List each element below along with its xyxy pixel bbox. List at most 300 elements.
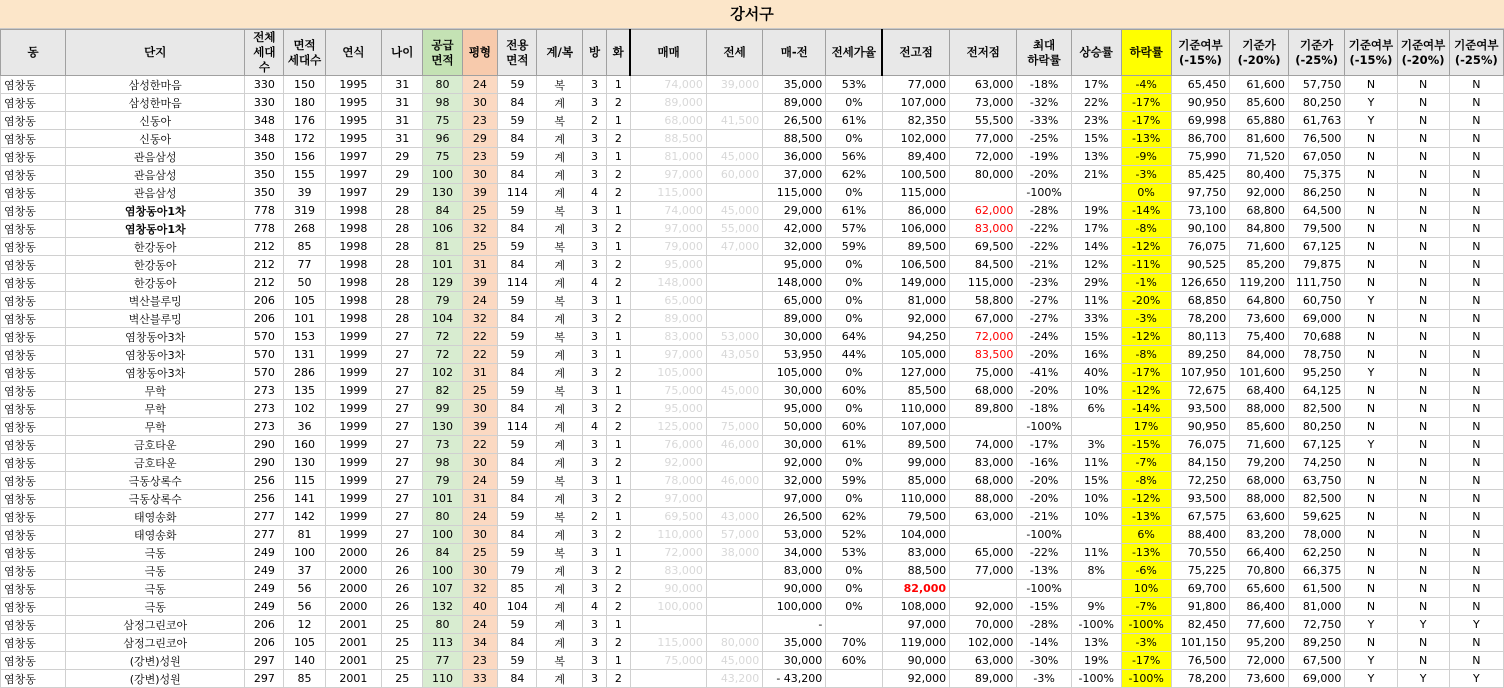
table-cell[interactable]: 염창동	[1, 526, 66, 544]
table-cell[interactable]: -15%	[1121, 436, 1171, 454]
table-cell[interactable]	[826, 670, 882, 688]
table-cell[interactable]: 31	[382, 130, 423, 148]
table-cell[interactable]: 40	[462, 598, 498, 616]
table-cell[interactable]: N	[1345, 76, 1397, 94]
table-cell[interactable]: 한강동아	[66, 238, 245, 256]
table-cell[interactable]: 90,000	[882, 652, 949, 670]
table-cell[interactable]: 61%	[826, 202, 882, 220]
column-header-21[interactable]: 기준여부 (-15%)	[1171, 30, 1230, 76]
table-cell[interactable]: 778	[245, 220, 284, 238]
table-cell[interactable]: 31	[382, 76, 423, 94]
table-cell[interactable]: 72	[423, 346, 462, 364]
table-cell[interactable]: 24	[462, 616, 498, 634]
table-cell[interactable]: 1	[606, 292, 630, 310]
table-cell[interactable]: -20%	[1017, 166, 1071, 184]
table-cell[interactable]: 53,950	[763, 346, 826, 364]
table-cell[interactable]	[706, 400, 762, 418]
table-cell[interactable]: 66,400	[1230, 544, 1289, 562]
table-cell[interactable]: 84	[498, 400, 537, 418]
table-cell[interactable]: -14%	[1017, 634, 1071, 652]
table-cell[interactable]: -33%	[1017, 112, 1071, 130]
table-cell[interactable]: 염창동	[1, 616, 66, 634]
table-cell[interactable]: 2	[606, 670, 630, 688]
table-cell[interactable]: 92,000	[763, 454, 826, 472]
table-cell[interactable]: -7%	[1121, 454, 1171, 472]
table-cell[interactable]: 110,000	[882, 490, 949, 508]
table-cell[interactable]: 43,200	[706, 670, 762, 688]
table-cell[interactable]: 무학	[66, 382, 245, 400]
table-cell[interactable]: 273	[245, 400, 284, 418]
table-cell[interactable]: N	[1449, 112, 1503, 130]
table-cell[interactable]: 132	[423, 598, 462, 616]
table-cell[interactable]: 97,000	[630, 166, 706, 184]
table-cell[interactable]: N	[1449, 202, 1503, 220]
column-header-17[interactable]: 전저점	[950, 30, 1017, 76]
table-cell[interactable]: 14%	[1071, 238, 1121, 256]
table-cell[interactable]: 89,000	[630, 310, 706, 328]
table-cell[interactable]: Y	[1449, 616, 1503, 634]
table-cell[interactable]: 89,250	[1288, 634, 1344, 652]
table-cell[interactable]: 79,875	[1288, 256, 1344, 274]
table-cell[interactable]: 삼성한마음	[66, 76, 245, 94]
table-cell[interactable]: 0%	[826, 562, 882, 580]
table-cell[interactable]: -3%	[1121, 310, 1171, 328]
table-cell[interactable]	[706, 130, 762, 148]
column-header-19[interactable]: 상승률	[1071, 30, 1121, 76]
table-cell[interactable]: -22%	[1017, 220, 1071, 238]
table-cell[interactable]: 273	[245, 418, 284, 436]
table-cell[interactable]: 27	[382, 454, 423, 472]
column-header-16[interactable]: 전고점	[882, 30, 949, 76]
table-cell[interactable]: 81	[284, 526, 325, 544]
table-cell[interactable]: 3	[583, 202, 607, 220]
table-cell[interactable]: N	[1449, 346, 1503, 364]
table-cell[interactable]: 계	[537, 166, 583, 184]
table-cell[interactable]: 26,500	[763, 112, 826, 130]
table-cell[interactable]: 61%	[826, 436, 882, 454]
table-cell[interactable]: 89,000	[630, 94, 706, 112]
table-cell[interactable]: 19%	[1071, 202, 1121, 220]
table-cell[interactable]: -6%	[1121, 562, 1171, 580]
table-cell[interactable]: 1	[606, 112, 630, 130]
table-cell[interactable]: 24	[462, 76, 498, 94]
table-cell[interactable]: 119,000	[882, 634, 949, 652]
table-cell[interactable]: 25	[382, 616, 423, 634]
table-cell[interactable]: 98	[423, 94, 462, 112]
table-cell[interactable]: 84,800	[1230, 220, 1289, 238]
table-cell[interactable]: 80,000	[950, 166, 1017, 184]
table-cell[interactable]: 26	[382, 598, 423, 616]
table-cell[interactable]: -20%	[1017, 346, 1071, 364]
table-cell[interactable]: -22%	[1017, 238, 1071, 256]
column-header-25[interactable]: 기준여부 (-20%)	[1397, 30, 1449, 76]
table-cell[interactable]: 32	[462, 220, 498, 238]
table-cell[interactable]	[706, 562, 762, 580]
table-cell[interactable]	[706, 454, 762, 472]
table-cell[interactable]: 68,000	[950, 472, 1017, 490]
table-cell[interactable]: 15%	[1071, 472, 1121, 490]
table-cell[interactable]: -13%	[1017, 562, 1071, 580]
table-cell[interactable]: 570	[245, 328, 284, 346]
table-cell[interactable]: 69,998	[1171, 112, 1230, 130]
table-cell[interactable]: 염창동	[1, 346, 66, 364]
table-cell[interactable]: 27	[382, 436, 423, 454]
table-cell[interactable]: 256	[245, 490, 284, 508]
table-cell[interactable]: 복	[537, 328, 583, 346]
table-cell[interactable]	[706, 364, 762, 382]
table-cell[interactable]: 86,000	[882, 202, 949, 220]
table-cell[interactable]: 74,000	[630, 202, 706, 220]
column-header-18[interactable]: 최대 하락률	[1017, 30, 1071, 76]
table-cell[interactable]: 83,000	[763, 562, 826, 580]
table-cell[interactable]: 83,000	[950, 454, 1017, 472]
table-cell[interactable]: 150	[284, 76, 325, 94]
table-cell[interactable]: 26	[382, 544, 423, 562]
table-cell[interactable]: 68,000	[630, 112, 706, 130]
table-cell[interactable]: 78,000	[630, 472, 706, 490]
table-cell[interactable]: 348	[245, 112, 284, 130]
table-cell[interactable]: 570	[245, 346, 284, 364]
table-cell[interactable]: 계	[537, 94, 583, 112]
table-cell[interactable]: 78,000	[1288, 526, 1344, 544]
table-cell[interactable]: 3	[583, 436, 607, 454]
table-cell[interactable]: 관음삼성	[66, 184, 245, 202]
table-cell[interactable]: Y	[1397, 670, 1449, 688]
table-cell[interactable]: 46,000	[706, 436, 762, 454]
table-cell[interactable]: 76,075	[1171, 238, 1230, 256]
table-cell[interactable]: 37	[284, 562, 325, 580]
table-cell[interactable]: 2	[606, 418, 630, 436]
table-cell[interactable]: 13%	[1071, 634, 1121, 652]
table-cell[interactable]: 28	[382, 274, 423, 292]
table-cell[interactable]: 염창동	[1, 94, 66, 112]
table-cell[interactable]: 63,000	[950, 76, 1017, 94]
table-cell[interactable]: 97,750	[1171, 184, 1230, 202]
table-cell[interactable]: 25	[462, 544, 498, 562]
table-cell[interactable]: N	[1345, 256, 1397, 274]
table-cell[interactable]: 염창동아3차	[66, 346, 245, 364]
table-cell[interactable]: 59	[498, 148, 537, 166]
table-cell[interactable]: 59	[498, 544, 537, 562]
column-header-0[interactable]: 동	[1, 30, 66, 76]
table-cell[interactable]: 130	[423, 418, 462, 436]
table-cell[interactable]: 212	[245, 274, 284, 292]
table-cell[interactable]: 계	[537, 220, 583, 238]
table-cell[interactable]: 50	[284, 274, 325, 292]
table-cell[interactable]: 0%	[826, 184, 882, 202]
table-cell[interactable]: 84	[423, 202, 462, 220]
table-cell[interactable]: N	[1345, 310, 1397, 328]
table-cell[interactable]: 2001	[325, 670, 381, 688]
table-cell[interactable]: 64,500	[1288, 202, 1344, 220]
table-cell[interactable]: -21%	[1017, 508, 1071, 526]
table-cell[interactable]: -22%	[1017, 544, 1071, 562]
table-cell[interactable]: 148,000	[630, 274, 706, 292]
table-cell[interactable]: -100%	[1071, 670, 1121, 688]
table-cell[interactable]: 290	[245, 454, 284, 472]
table-cell[interactable]: 71,600	[1230, 238, 1289, 256]
table-cell[interactable]: -14%	[1121, 202, 1171, 220]
table-cell[interactable]: 88,400	[1171, 526, 1230, 544]
table-cell[interactable]: 114	[498, 418, 537, 436]
table-cell[interactable]: 벽산블루밍	[66, 292, 245, 310]
table-cell[interactable]: -8%	[1121, 346, 1171, 364]
table-cell[interactable]: 25	[382, 634, 423, 652]
table-cell[interactable]: 79,000	[630, 238, 706, 256]
table-cell[interactable]: N	[1397, 166, 1449, 184]
table-cell[interactable]: N	[1397, 310, 1449, 328]
table-cell[interactable]: N	[1345, 328, 1397, 346]
table-cell[interactable]: Y	[1397, 616, 1449, 634]
table-cell[interactable]: 3	[583, 256, 607, 274]
table-cell[interactable]: -13%	[1121, 130, 1171, 148]
table-cell[interactable]: 82,350	[882, 112, 949, 130]
table-cell[interactable]: N	[1449, 652, 1503, 670]
column-header-15[interactable]: 전세가율	[826, 30, 882, 76]
table-cell[interactable]: 2	[606, 220, 630, 238]
table-cell[interactable]: 27	[382, 346, 423, 364]
table-cell[interactable]: 계	[537, 184, 583, 202]
table-cell[interactable]: 70,688	[1288, 328, 1344, 346]
table-cell[interactable]: 160	[284, 436, 325, 454]
table-cell[interactable]: 180	[284, 94, 325, 112]
table-cell[interactable]: 96	[423, 130, 462, 148]
table-cell[interactable]: 29,000	[763, 202, 826, 220]
table-cell[interactable]: 82,000	[882, 580, 949, 598]
table-cell[interactable]: 0%	[826, 490, 882, 508]
table-cell[interactable]: -8%	[1121, 472, 1171, 490]
table-cell[interactable]: 2	[583, 112, 607, 130]
column-header-8[interactable]: 전용 면적	[498, 30, 537, 76]
table-cell[interactable]: 9%	[1071, 598, 1121, 616]
table-cell[interactable]	[706, 94, 762, 112]
table-cell[interactable]: 3	[583, 544, 607, 562]
table-cell[interactable]: 27	[382, 364, 423, 382]
table-cell[interactable]: 22	[462, 346, 498, 364]
table-cell[interactable]: 2	[583, 508, 607, 526]
column-header-3[interactable]: 면적 세대수	[284, 30, 325, 76]
table-cell[interactable]: 1	[606, 202, 630, 220]
table-cell[interactable]: N	[1449, 328, 1503, 346]
table-cell[interactable]: 57,750	[1288, 76, 1344, 94]
table-cell[interactable]: 계	[537, 562, 583, 580]
table-cell[interactable]: 극동상록수	[66, 490, 245, 508]
table-cell[interactable]: 25	[382, 652, 423, 670]
table-cell[interactable]: 1	[606, 508, 630, 526]
table-cell[interactable]: N	[1449, 436, 1503, 454]
table-cell[interactable]: 30	[462, 94, 498, 112]
table-cell[interactable]: 2	[606, 256, 630, 274]
table-cell[interactable]: N	[1397, 400, 1449, 418]
table-cell[interactable]: 67,125	[1288, 436, 1344, 454]
table-cell[interactable]: 64,125	[1288, 382, 1344, 400]
table-cell[interactable]: 복	[537, 238, 583, 256]
table-cell[interactable]: 297	[245, 652, 284, 670]
table-cell[interactable]: 73,600	[1230, 670, 1289, 688]
table-cell[interactable]: Y	[1449, 670, 1503, 688]
table-cell[interactable]: 105	[284, 292, 325, 310]
table-cell[interactable]: 15%	[1071, 328, 1121, 346]
table-cell[interactable]: N	[1397, 526, 1449, 544]
table-cell[interactable]: N	[1397, 256, 1449, 274]
table-cell[interactable]: 98	[423, 454, 462, 472]
table-cell[interactable]: 113	[423, 634, 462, 652]
table-cell[interactable]: 1997	[325, 184, 381, 202]
table-cell[interactable]: 101	[423, 256, 462, 274]
table-cell[interactable]: 59	[498, 238, 537, 256]
table-cell[interactable]: 2001	[325, 616, 381, 634]
table-cell[interactable]	[706, 184, 762, 202]
table-cell[interactable]: 212	[245, 238, 284, 256]
table-cell[interactable]: -20%	[1121, 292, 1171, 310]
table-cell[interactable]: 101,600	[1230, 364, 1289, 382]
table-cell[interactable]: 249	[245, 598, 284, 616]
table-cell[interactable]: 80,113	[1171, 328, 1230, 346]
table-cell[interactable]: N	[1449, 400, 1503, 418]
table-cell[interactable]: 71,600	[1230, 436, 1289, 454]
table-cell[interactable]: 75,225	[1171, 562, 1230, 580]
table-cell[interactable]: N	[1449, 148, 1503, 166]
table-cell[interactable]: 249	[245, 562, 284, 580]
table-cell[interactable]: (강변)성원	[66, 670, 245, 688]
table-cell[interactable]: 86,250	[1288, 184, 1344, 202]
table-cell[interactable]: 24	[462, 472, 498, 490]
table-cell[interactable]: 태영송화	[66, 526, 245, 544]
table-cell[interactable]: 2001	[325, 652, 381, 670]
table-cell[interactable]: N	[1449, 292, 1503, 310]
table-cell[interactable]: 80,250	[1288, 418, 1344, 436]
table-cell[interactable]: 92,000	[1230, 184, 1289, 202]
table-cell[interactable]: 115,000	[630, 184, 706, 202]
table-cell[interactable]: -20%	[1017, 472, 1071, 490]
table-cell[interactable]: N	[1449, 238, 1503, 256]
table-cell[interactable]: 111,750	[1288, 274, 1344, 292]
table-cell[interactable]: 277	[245, 508, 284, 526]
table-cell[interactable]: 95,000	[630, 400, 706, 418]
table-cell[interactable]: 119,200	[1230, 274, 1289, 292]
table-cell[interactable]: 삼정그린코아	[66, 616, 245, 634]
table-cell[interactable]: 62,000	[950, 202, 1017, 220]
table-cell[interactable]: 61,600	[1230, 76, 1289, 94]
table-cell[interactable]: 84	[498, 220, 537, 238]
table-cell[interactable]: 77,000	[882, 76, 949, 94]
table-cell[interactable]: 3	[583, 562, 607, 580]
table-cell[interactable]: 78,750	[1288, 346, 1344, 364]
table-cell[interactable]: 56	[284, 598, 325, 616]
table-cell[interactable]: 78,200	[1171, 310, 1230, 328]
table-cell[interactable]: 2	[606, 634, 630, 652]
table-cell[interactable]: 79	[423, 292, 462, 310]
table-cell[interactable]: 2	[606, 94, 630, 112]
table-cell[interactable]: 60%	[826, 652, 882, 670]
column-header-14[interactable]: 매-전	[763, 30, 826, 76]
table-cell[interactable]: 104	[423, 310, 462, 328]
table-cell[interactable]: N	[1449, 274, 1503, 292]
table-cell[interactable]: 0%	[826, 310, 882, 328]
table-cell[interactable]: N	[1397, 148, 1449, 166]
table-cell[interactable]: 286	[284, 364, 325, 382]
table-cell[interactable]: N	[1397, 562, 1449, 580]
table-cell[interactable]: 59	[498, 328, 537, 346]
table-cell[interactable]: 97,000	[882, 616, 949, 634]
table-cell[interactable]: N	[1449, 634, 1503, 652]
table-cell[interactable]: 염창동	[1, 652, 66, 670]
table-cell[interactable]: N	[1345, 148, 1397, 166]
table-cell[interactable]: N	[1397, 238, 1449, 256]
table-cell[interactable]: 1	[606, 472, 630, 490]
column-header-7[interactable]: 평형	[462, 30, 498, 76]
table-cell[interactable]: 1	[606, 76, 630, 94]
table-cell[interactable]: N	[1449, 562, 1503, 580]
table-cell[interactable]: 85,500	[882, 382, 949, 400]
table-cell[interactable]: N	[1397, 382, 1449, 400]
table-cell[interactable]: 2	[606, 274, 630, 292]
table-cell[interactable]: 74,250	[1288, 454, 1344, 472]
table-cell[interactable]: 45,000	[706, 202, 762, 220]
table-cell[interactable]: 22%	[1071, 94, 1121, 112]
table-cell[interactable]: 30	[462, 400, 498, 418]
table-cell[interactable]: 156	[284, 148, 325, 166]
table-cell[interactable]: 59	[498, 202, 537, 220]
table-cell[interactable]: 계	[537, 274, 583, 292]
table-cell[interactable]: 45,000	[706, 382, 762, 400]
table-cell[interactable]: 29	[382, 184, 423, 202]
table-cell[interactable]: 77,000	[950, 562, 1017, 580]
table-cell[interactable]: 81	[423, 238, 462, 256]
table-cell[interactable]: 102,000	[950, 634, 1017, 652]
table-cell[interactable]: 82,500	[1288, 490, 1344, 508]
table-cell[interactable]: 24	[462, 508, 498, 526]
table-cell[interactable]	[706, 598, 762, 616]
table-cell[interactable]: 3	[583, 238, 607, 256]
table-cell[interactable]: -20%	[1017, 382, 1071, 400]
table-cell[interactable]: 66,375	[1288, 562, 1344, 580]
table-cell[interactable]: 84	[498, 166, 537, 184]
table-cell[interactable]: 70%	[826, 634, 882, 652]
table-cell[interactable]: 84	[498, 526, 537, 544]
table-cell[interactable]: 22	[462, 328, 498, 346]
table-cell[interactable]: 68,800	[1230, 202, 1289, 220]
table-cell[interactable]: 76,500	[1171, 652, 1230, 670]
column-header-11[interactable]: 화	[606, 30, 630, 76]
table-cell[interactable]: 3	[583, 490, 607, 508]
column-header-4[interactable]: 연식	[325, 30, 381, 76]
table-cell[interactable]: 32,000	[763, 238, 826, 256]
table-cell[interactable]	[950, 526, 1017, 544]
table-cell[interactable]: 17%	[1071, 220, 1121, 238]
table-cell[interactable]: 37,000	[763, 166, 826, 184]
table-cell[interactable]: 77	[284, 256, 325, 274]
table-cell[interactable]: 한강동아	[66, 274, 245, 292]
table-cell[interactable]: 350	[245, 148, 284, 166]
table-cell[interactable]: 99	[423, 400, 462, 418]
table-cell[interactable]: Y	[1345, 616, 1397, 634]
table-cell[interactable]: 12	[284, 616, 325, 634]
table-cell[interactable]: 34,000	[763, 544, 826, 562]
table-cell[interactable]: 43,000	[706, 508, 762, 526]
table-cell[interactable]: 68,000	[950, 382, 1017, 400]
table-cell[interactable]: 27	[382, 328, 423, 346]
table-cell[interactable]: N	[1449, 418, 1503, 436]
table-cell[interactable]: 70,000	[950, 616, 1017, 634]
table-cell[interactable]: -16%	[1017, 454, 1071, 472]
table-cell[interactable]: 50,000	[763, 418, 826, 436]
table-cell[interactable]: 44%	[826, 346, 882, 364]
table-cell[interactable]: 0%	[826, 400, 882, 418]
table-cell[interactable]: 33%	[1071, 310, 1121, 328]
table-cell[interactable]: 27	[382, 490, 423, 508]
table-cell[interactable]: 염창동	[1, 508, 66, 526]
